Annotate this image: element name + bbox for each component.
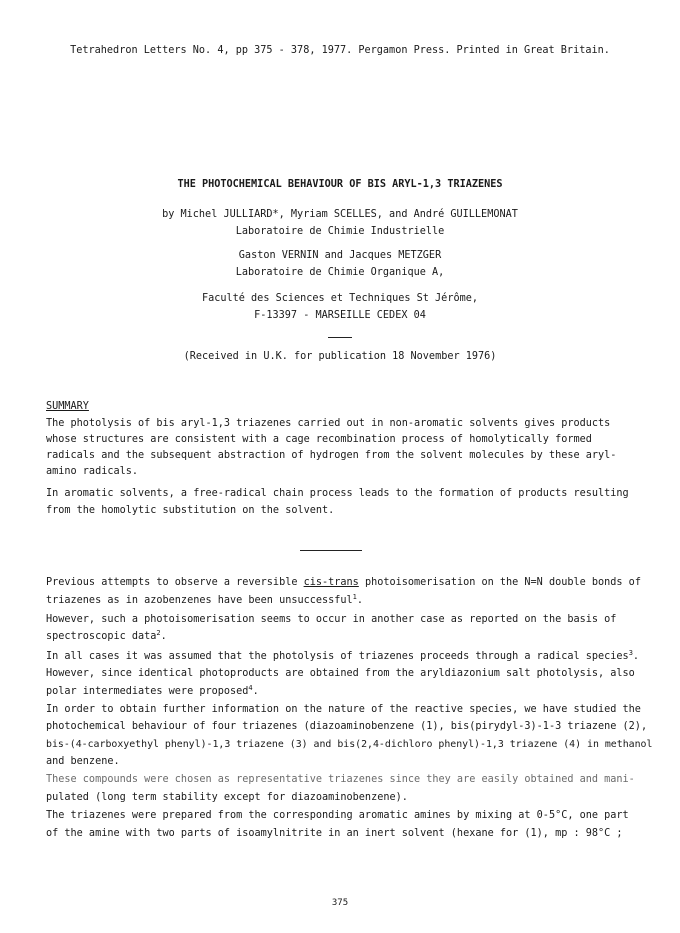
summary-line: radicals and the subsequent abstraction of hydrogen from the solvent molecules by these aryl- xyxy=(46,450,617,461)
body-line: pulated (long term stability except for diazoaminobenzene). xyxy=(46,792,408,803)
body-line: bis-(4-carboxyethyl phenyl)-1,3 triazene (3) and bis(2,4-dichloro phenyl)-1,3 triazene (4) in methanol xyxy=(46,739,653,750)
body-line: polar intermediates were proposed$^4$. xyxy=(46,684,259,697)
body-line: The triazenes were prepared from the corresponding aromatic amines by mixing at 0-5°C, one part xyxy=(46,810,629,821)
reference-1: 1 xyxy=(352,593,357,601)
address-line: F-13397 - MARSEILLE CEDEX 04 xyxy=(254,310,426,321)
body-line: triazenes as in azobenzenes have been unsuccessful$^1$. xyxy=(46,593,364,606)
short-divider xyxy=(328,337,352,338)
reference-4: 4 xyxy=(248,684,253,692)
page-number: 375 xyxy=(331,898,349,908)
reference-2: 2 xyxy=(156,629,161,637)
journal-header: Tetrahedron Letters No. 4, pp 375 - 378, 1977. Pergamon Press. Printed in Great Britain. xyxy=(70,45,610,56)
affiliation-line-1: Laboratoire de Chimie Industrielle xyxy=(235,226,445,237)
summary-line: In aromatic solvents, a free-radical chain process leads to the formation of products resulting xyxy=(46,488,629,499)
summary-line: whose structures are consistent with a cage recombination process of homolytically formed xyxy=(46,434,592,445)
summary-line: amino radicals. xyxy=(46,466,139,477)
author-line-1: by Michel JULLIARD*, Myriam SCELLES, and André GUILLEMONAT xyxy=(162,209,518,220)
body-line: and benzene. xyxy=(46,756,120,767)
body-line: Previous attempts to observe a reversible cis-trans photoisomerisation on the N=N double bonds of xyxy=(46,577,641,588)
body-line: of the amine with two parts of isoamylnitrite in an inert solvent (hexane for (1), mp : 98°C ; xyxy=(46,828,623,839)
summary-heading: SUMMARY xyxy=(46,401,89,412)
article-title: THE PHOTOCHEMICAL BEHAVIOUR OF BIS ARYL-1,3 TRIAZENES xyxy=(177,179,503,190)
body-line: These compounds were chosen as representative triazenes since they are easily obtained and mani- xyxy=(46,774,635,785)
affiliation-line-2: Laboratoire de Chimie Organique A, xyxy=(235,267,445,278)
received-date: (Received in U.K. for publication 18 November 1976) xyxy=(183,351,497,362)
author-line-2: Gaston VERNIN and Jacques METZGER xyxy=(238,250,442,261)
summary-line: The photolysis of bis aryl-1,3 triazenes carried out in non-aromatic solvents gives products xyxy=(46,418,611,429)
body-line: photochemical behaviour of four triazenes (diazoaminobenzene (1), bis(pirydyl-3)-1-3 triazene (2), xyxy=(46,721,648,732)
body-line: However, since identical photoproducts are obtained from the aryldiazonium salt photolysis, also xyxy=(46,668,635,679)
body-line: In order to obtain further information on the nature of the reactive species, we have studied the xyxy=(46,704,641,715)
cis-trans-term: cis-trans xyxy=(303,577,359,588)
reference-3: 3 xyxy=(628,649,633,657)
body-line: However, such a photoisomerisation seems to occur in another case as reported on the basis of xyxy=(46,614,617,625)
body-line: spectroscopic data$^2$. xyxy=(46,629,167,642)
affiliation-line-3: Faculté des Sciences et Techniques St Jérôme, xyxy=(201,293,478,304)
body-line: In all cases it was assumed that the photolysis of triazenes proceeds through a radical species$^3$. xyxy=(46,649,640,662)
section-divider xyxy=(300,550,362,551)
summary-line: from the homolytic substitution on the solvent. xyxy=(46,505,335,516)
